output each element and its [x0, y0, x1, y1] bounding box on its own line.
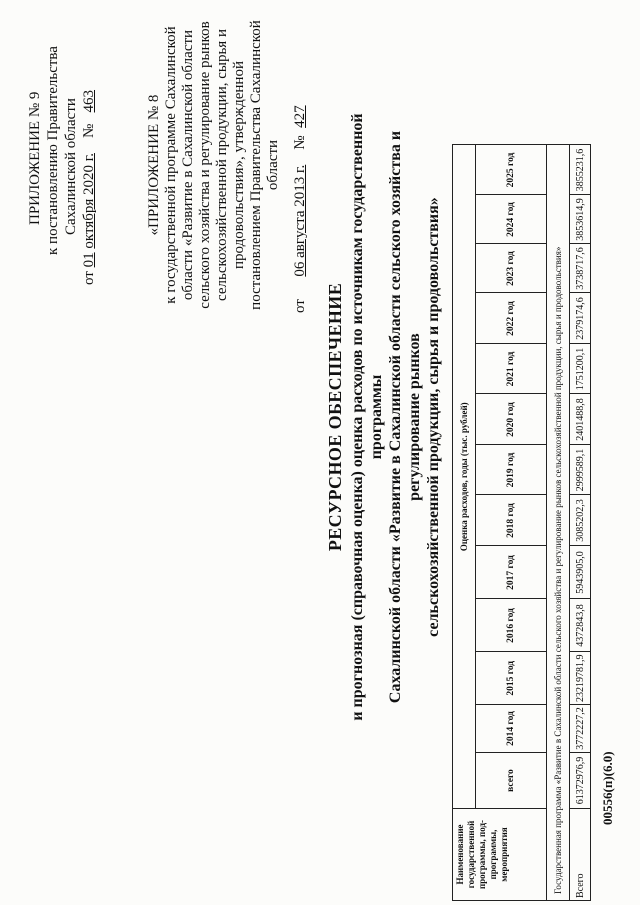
table-cell: 4372843,8 [570, 599, 591, 652]
table-cell: 3855231,6 [570, 145, 591, 195]
table-cell: 2401488,8 [570, 394, 591, 445]
total-row [570, 145, 591, 901]
column-header: 2020 год [476, 394, 547, 445]
previous-appendix-block [146, 7, 309, 323]
heading-line-4: сельскохозяйственной продукции, сырья и продовольствия» [425, 197, 442, 637]
appendix-title: ПРИЛОЖЕНИЕ № 9 [27, 91, 43, 225]
appendix-block [26, 0, 98, 295]
column-header: 2021 год [476, 344, 547, 394]
previous-appendix-body: к государственной программе Сахалинской области «Развитие в Сахалинской области сельского хозяйства и регулирование рынков сельскохозяйственной продукции, сырья и продовольствия», утвержденной постановлением Правительства Сахалинской области [163, 20, 281, 310]
appendix-day: 01 [81, 252, 97, 268]
table-cell: 5943905,0 [570, 546, 591, 599]
table-cell: 3738717,6 [570, 244, 591, 293]
estimate-header: Оценка расходов, годы (тыс. рублей) [453, 145, 476, 809]
program-row [547, 145, 570, 901]
table-header-row-2 [476, 145, 547, 901]
column-header: 2024 год [476, 195, 547, 244]
table-cell: 3853614,9 [570, 195, 591, 244]
table-cell: 3085202,3 [570, 495, 591, 546]
table-cell: 2999589,1 [570, 445, 591, 495]
total-label: Всего [570, 809, 591, 901]
document-heading [326, 77, 443, 757]
column-header: 2016 год [476, 599, 547, 652]
column-header: 2023 год [476, 244, 547, 293]
column-header: 2014 год [476, 705, 547, 753]
appendix-org: Сахалинской области [63, 98, 79, 235]
column-header: 2019 год [476, 445, 547, 495]
table-cell: 23219781,9 [570, 652, 591, 705]
column-header: 2015 год [476, 652, 547, 705]
document-code: 00556(п)(6.0) [600, 751, 615, 825]
appendix-to: к постановлению Правительства [45, 46, 61, 255]
appendix-month-year: октября 2020 г. [81, 153, 97, 249]
program-title-cell: Государственная программа «Развитие в Сахалинской области сельского хозяйства и регулирование рынков сельскохозяйственной продукции, сырья и продовольствия» [547, 145, 570, 901]
table-cell: 1751200,1 [570, 344, 591, 394]
appendix-number: 463 [81, 89, 97, 113]
column-header: 2022 год [476, 293, 547, 344]
heading-line-3: Сахалинской области «Развитие в Сахалинской области сельского хозяйства и регулирование рынков [387, 130, 423, 704]
heading-title: РЕСУРСНОЕ ОБЕСПЕЧЕНИЕ [325, 282, 345, 552]
table-cell: 2379174,6 [570, 293, 591, 344]
column-header: всего [476, 753, 547, 809]
resource-table [452, 145, 591, 902]
appendix-date: от 01 октября 2020 г. № 463 [81, 89, 97, 285]
column-header: 2025 год [476, 145, 547, 195]
name-column-header: Наименование государственной программы, под-программы, мероприятия [453, 809, 547, 901]
table-cell: 3772227,2 [570, 705, 591, 753]
heading-line-2: и прогнозная (справочная оценка) оценка расходов по источникам государственной программы [349, 113, 385, 721]
table-header-row-1 [453, 145, 476, 901]
previous-appendix-title: «ПРИЛОЖЕНИЕ № 8 [146, 94, 162, 236]
table-cell: 61372976,9 [570, 753, 591, 809]
column-header: 2018 год [476, 495, 547, 546]
previous-appendix-date: от 06 августа 2013 г. № 427 [292, 105, 308, 313]
column-header: 2017 год [476, 546, 547, 599]
